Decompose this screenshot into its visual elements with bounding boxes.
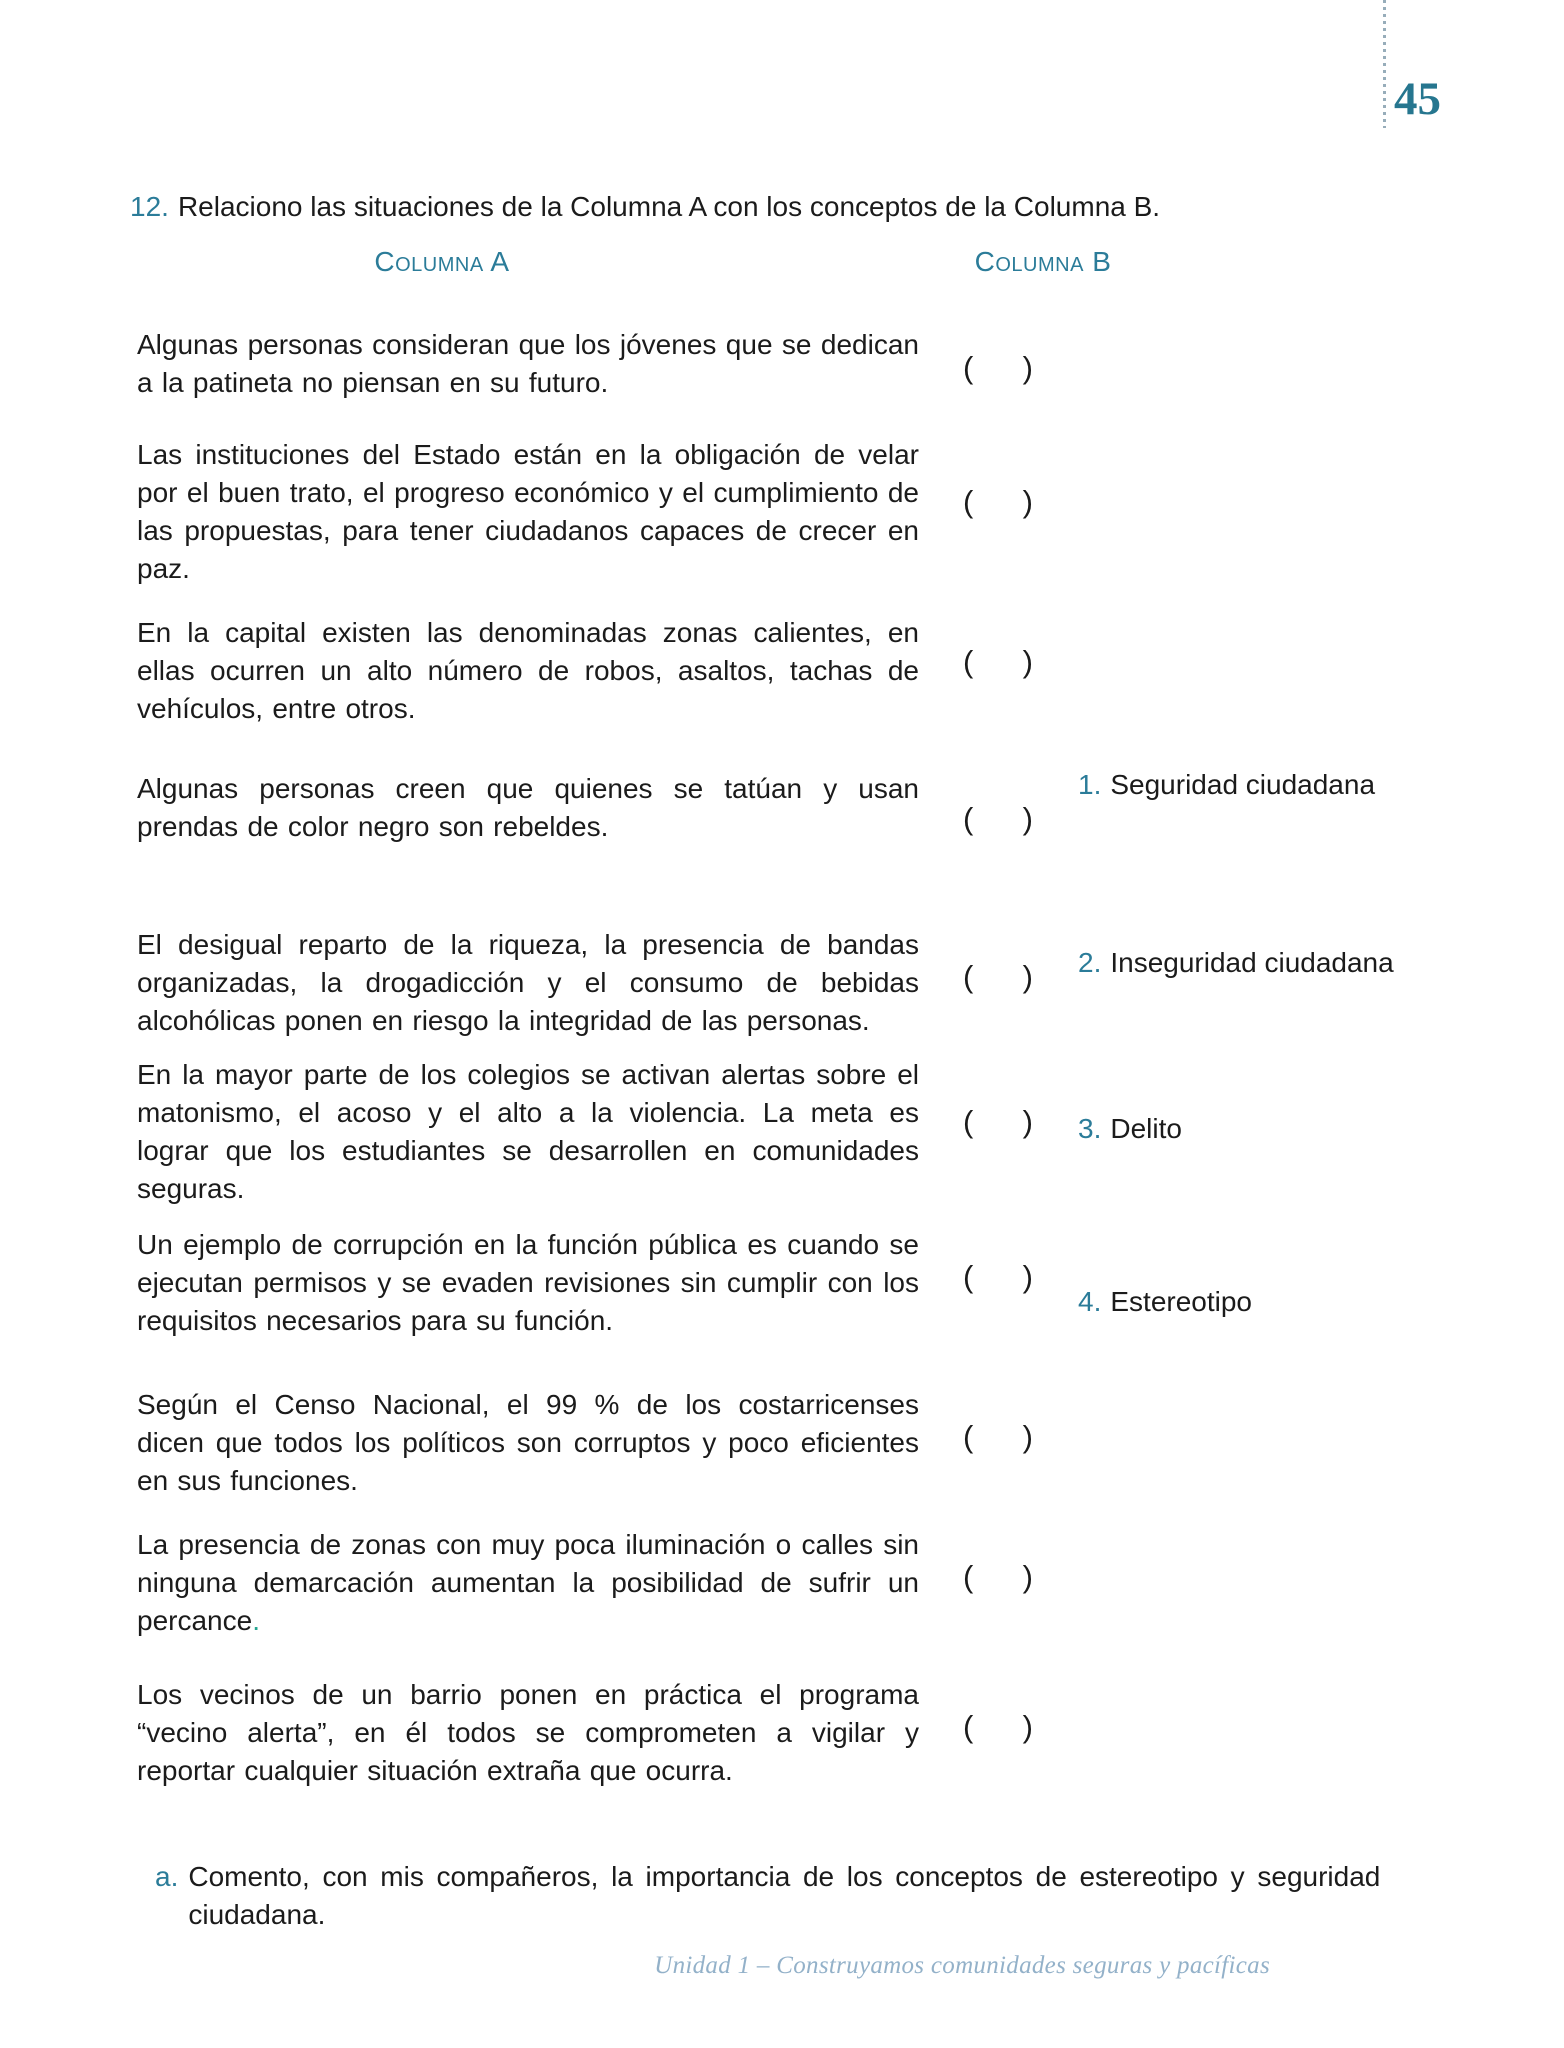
column-a-item-2-text: Las instituciones del Estado están en la obligación de velar por el buen trato, el progreso económico y el cumplimiento de las propuestas, para tener ciudadanos capaces de crecer en paz. (137, 439, 919, 584)
column-b-header: Columna B (974, 246, 1112, 277)
paren-close: ) (1022, 484, 1033, 519)
column-a-item-6 (137, 1056, 919, 1208)
paren-close: ) (1022, 1419, 1033, 1454)
paren-open: ( (963, 350, 974, 385)
column-a-item-2 (137, 436, 919, 588)
column-b-item-4 (1078, 1283, 1252, 1321)
paren-open: ( (963, 1104, 974, 1139)
paren-close: ) (1022, 1709, 1033, 1744)
column-a-item-10 (137, 1676, 919, 1790)
column-b-item-4-label: Estereotipo (1110, 1286, 1252, 1317)
paren-close: ) (1022, 959, 1033, 994)
column-b-item-3-number: 3. (1078, 1113, 1102, 1144)
paren-open: ( (963, 644, 974, 679)
answer-slot-7 (963, 1258, 1033, 1296)
paren-close: ) (1022, 1104, 1033, 1139)
column-a-item-10-text: Los vecinos de un barrio ponen en práctica el programa “vecino alerta”, en él todos se comprometen a vigilar y reportar cualquier situación extraña que ocurra. (137, 1679, 919, 1786)
column-a-item-9-colored-period: . (252, 1605, 260, 1636)
paren-close: ) (1022, 1559, 1033, 1594)
paren-open: ( (963, 484, 974, 519)
column-a-item-3 (137, 614, 919, 728)
paren-open: ( (963, 1559, 974, 1594)
paren-close: ) (1022, 644, 1033, 679)
exercise-number: 12. (130, 191, 169, 222)
subtask-a (155, 1858, 1387, 1934)
answer-slot-1 (963, 349, 1033, 387)
paren-open: ( (963, 1709, 974, 1744)
column-a-item-9 (137, 1526, 919, 1640)
unit-footer: Unidad 1 – Construyamos comunidades seguras y pacíficas (654, 1952, 1270, 1979)
column-b-item-3-label: Delito (1110, 1113, 1182, 1144)
answer-slot-10 (963, 1708, 1033, 1746)
answer-slot-5 (963, 958, 1033, 996)
column-b-item-2 (1078, 944, 1394, 982)
column-b-item-2-label: Inseguridad ciudadana (1110, 947, 1394, 978)
column-a-header: Columna A (374, 246, 510, 277)
column-b-item-2-number: 2. (1078, 947, 1102, 978)
paren-open: ( (963, 801, 974, 836)
column-b-item-1-label: Seguridad ciudadana (1110, 769, 1376, 800)
subtask-a-text: Comento, con mis compañeros, la importancia de los conceptos de estereotipo y seguridad ciudadana. (188, 1861, 1381, 1930)
answer-slot-8 (963, 1418, 1033, 1456)
column-a-item-4-text: Algunas personas creen que quienes se tatúan y usan prendas de color negro son rebeldes. (137, 773, 919, 842)
column-a-item-9-text: La presencia de zonas con muy poca iluminación o calles sin ninguna demarcación aumentan la posibilidad de sufrir un percance (137, 1529, 919, 1636)
exercise-prompt: Relaciono las situaciones de la Columna A con los conceptos de la Columna B. (177, 191, 1161, 222)
column-a-item-8-text: Según el Censo Nacional, el 99 % de los costarricenses dicen que todos los políticos son corruptos y poco eficientes en sus funciones. (137, 1389, 919, 1496)
column-a-item-7 (137, 1226, 919, 1340)
column-a-item-6-text: En la mayor parte de los colegios se activan alertas sobre el matonismo, el acoso y el alto a la violencia. La meta es lograr que los estudiantes se desarrollen en comunidades seguras. (137, 1059, 919, 1204)
answer-slot-6 (963, 1103, 1033, 1141)
answer-slot-9 (963, 1558, 1033, 1596)
paren-close: ) (1022, 350, 1033, 385)
column-b-item-1-number: 1. (1078, 769, 1102, 800)
answer-slot-2 (963, 483, 1033, 521)
paren-open: ( (963, 959, 974, 994)
dotted-margin-line (1383, 0, 1386, 128)
column-a-item-4 (137, 770, 919, 846)
subtask-a-letter: a. (155, 1861, 179, 1892)
paren-close: ) (1022, 801, 1033, 836)
column-a-item-8 (137, 1386, 919, 1500)
column-a-item-1 (137, 326, 919, 402)
answer-slot-4 (963, 800, 1033, 838)
paren-close: ) (1022, 1259, 1033, 1294)
column-b-item-3 (1078, 1110, 1182, 1148)
column-a-item-7-text: Un ejemplo de corrupción en la función pública es cuando se ejecutan permisos y se evaden revisiones sin cumplir con los requisitos necesarios para su función. (137, 1229, 919, 1336)
paren-open: ( (963, 1259, 974, 1294)
column-a-item-1-text: Algunas personas consideran que los jóvenes que se dedican a la patineta no piensan en su futuro. (137, 329, 919, 398)
exercise-heading (130, 188, 1430, 226)
column-b-item-4-number: 4. (1078, 1286, 1102, 1317)
column-a-item-5-text: El desigual reparto de la riqueza, la presencia de bandas organizadas, la drogadicción y el consumo de bebidas alcohólicas ponen en riesgo la integridad de las personas. (137, 929, 919, 1036)
answer-slot-3 (963, 643, 1033, 681)
column-a-item-3-text: En la capital existen las denominadas zonas calientes, en ellas ocurren un alto número de robos, asaltos, tachas de vehículos, entre otros. (137, 617, 919, 724)
column-b-item-1 (1078, 766, 1375, 804)
paren-open: ( (963, 1419, 974, 1454)
column-a-item-5 (137, 926, 919, 1040)
page-number: 45 (1394, 73, 1441, 125)
